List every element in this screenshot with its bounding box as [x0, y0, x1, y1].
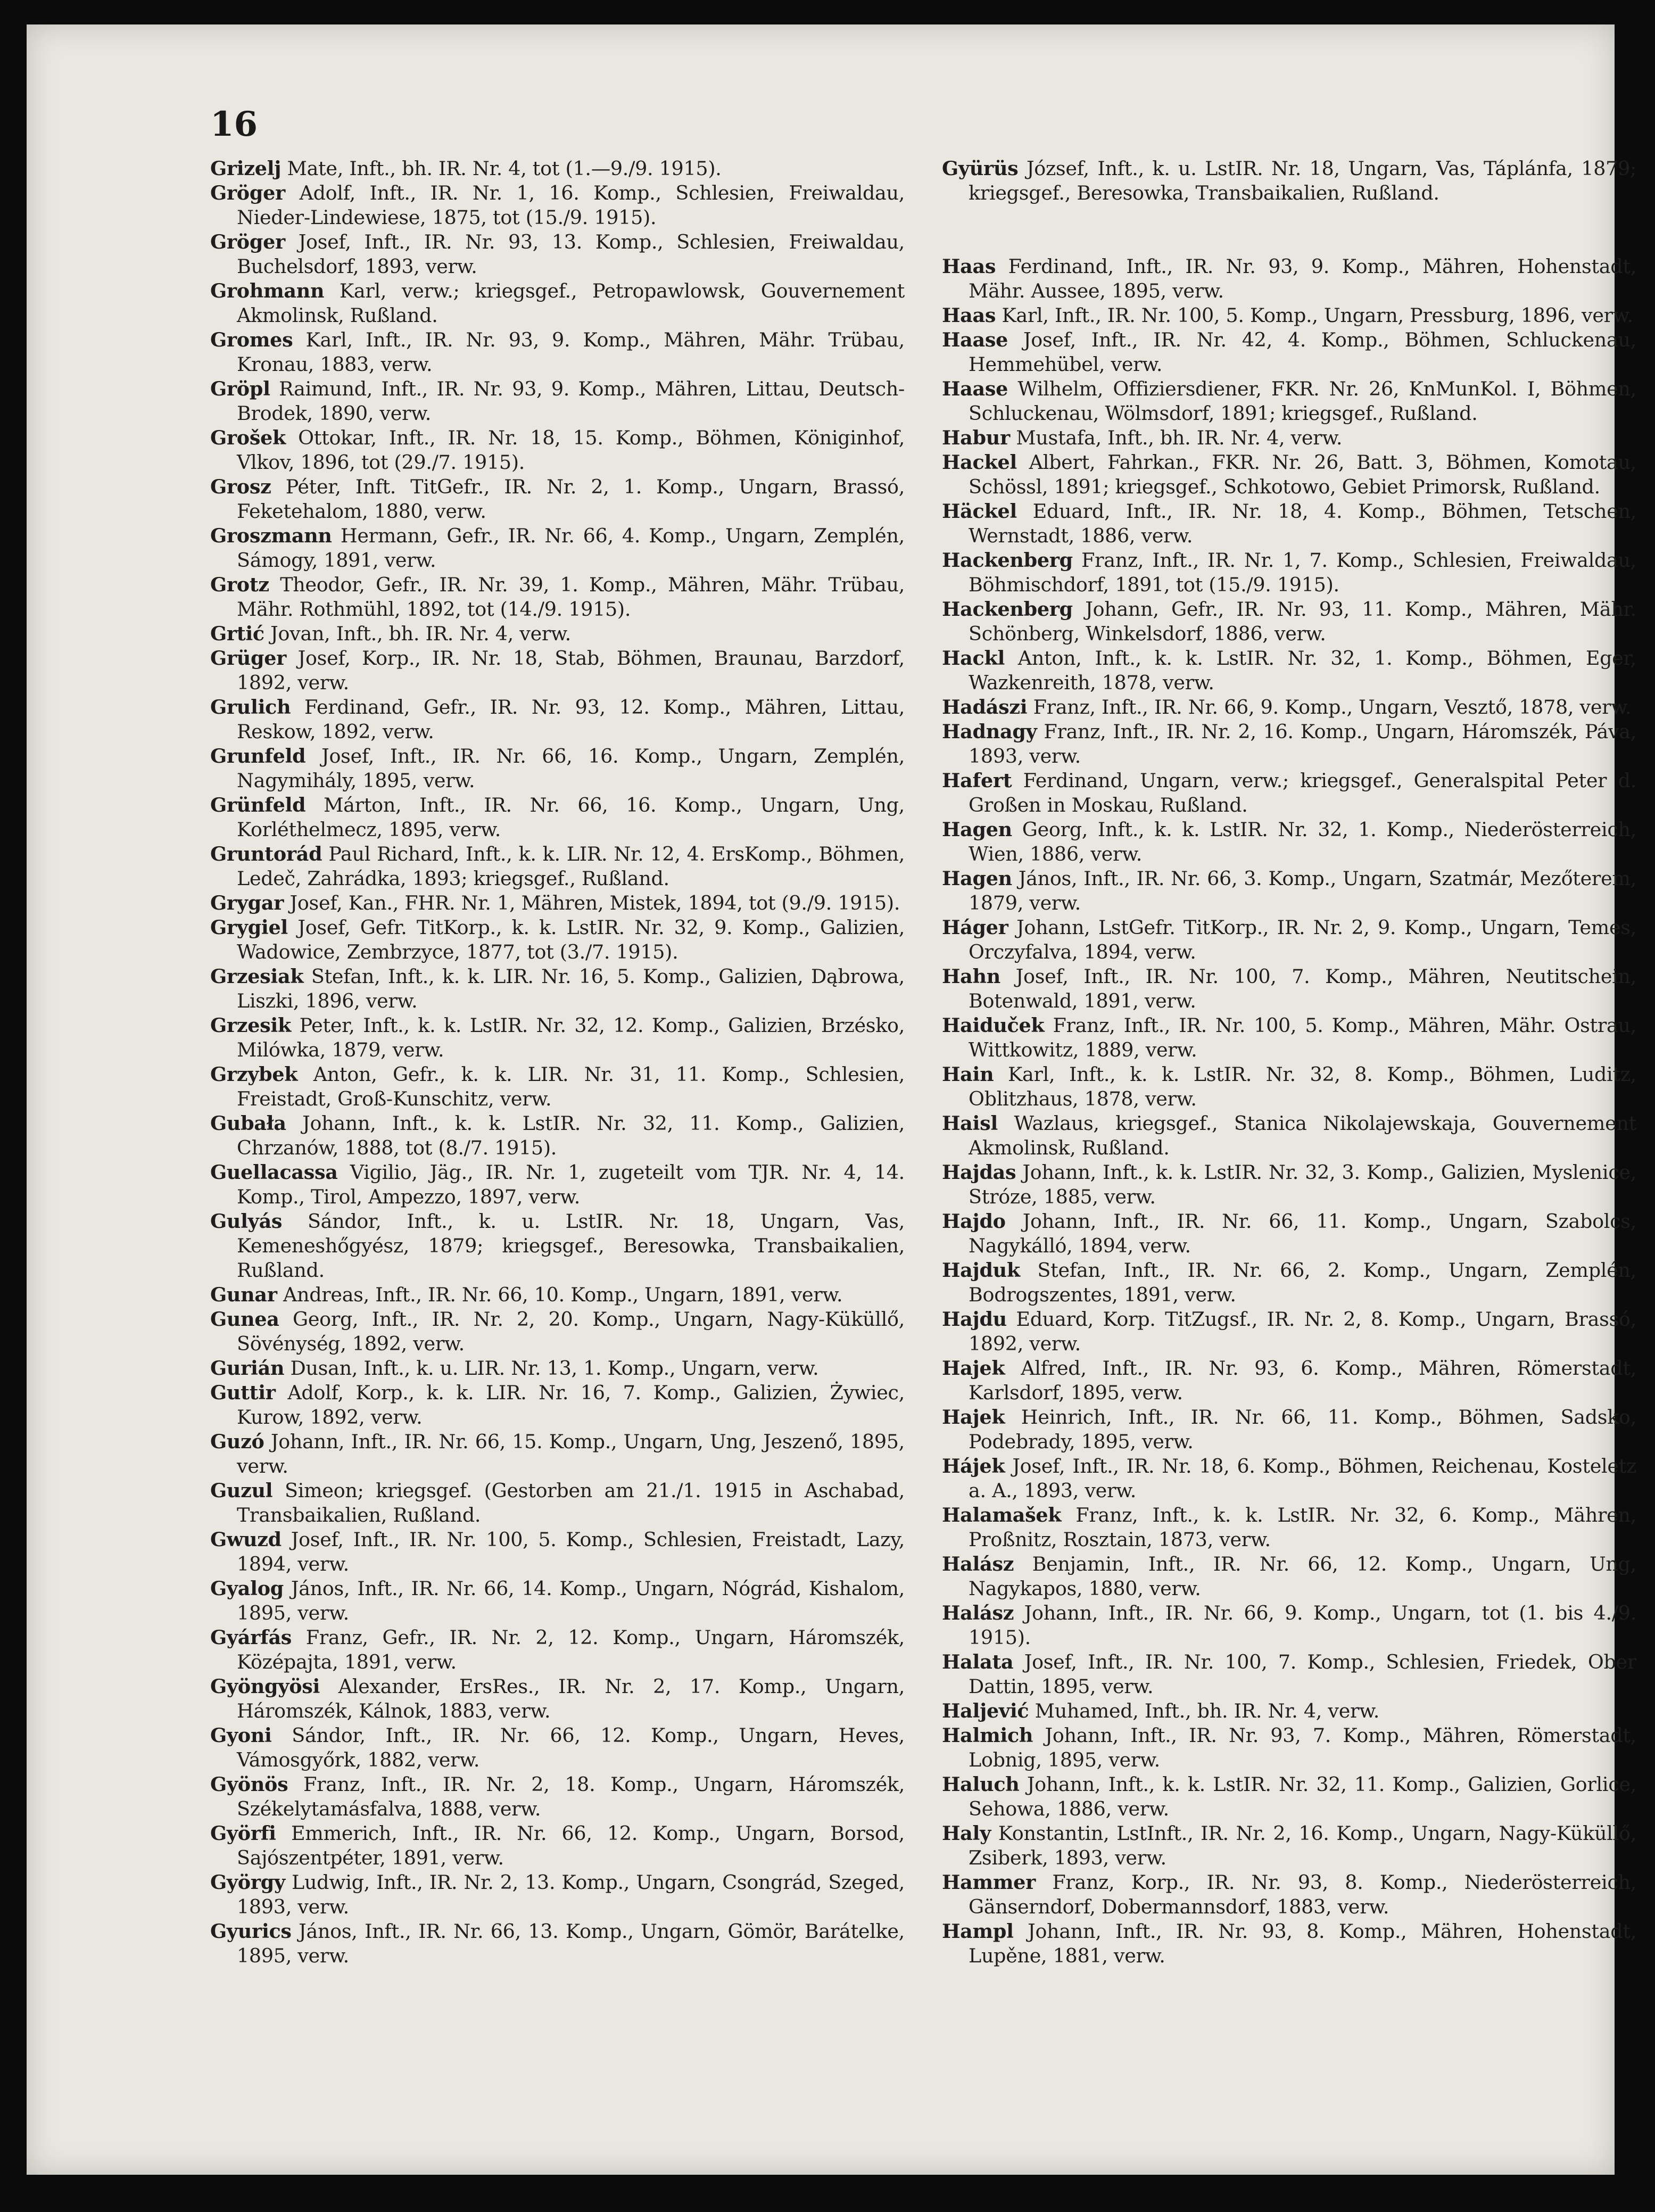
register-entry	[210, 573, 905, 622]
entry-surname: Habur	[942, 426, 1010, 449]
entry-details: Stefan, Inft., k. k. LIR. Nr. 16, 5. Komp., Galizien, Dąbrowa, Liszki, 1896, verw.	[237, 965, 905, 1012]
entry-surname: Gyönös	[210, 1773, 288, 1796]
entry-surname: Guzó	[210, 1430, 264, 1453]
entry-details: Johann, Inft., IR. Nr. 66, 15. Komp., Ungarn, Ung, Jeszenő, 1895, verw.	[237, 1430, 905, 1478]
register-entry	[210, 1283, 905, 1307]
entry-surname: Gurián	[210, 1357, 285, 1380]
register-entry	[942, 915, 1636, 964]
register-entry	[210, 1528, 905, 1577]
entry-surname: Gyürüs	[942, 157, 1019, 180]
entry-details: Adolf, Korp., k. k. LIR. Nr. 16, 7. Komp., Galizien, Żywiec, Kurow, 1892, verw.	[237, 1381, 905, 1429]
register-entry	[210, 1577, 905, 1625]
register-entry	[210, 695, 905, 744]
entry-details: Johann, Inft., IR. Nr. 93, 7. Komp., Mähren, Römerstadt, Lobnig, 1895, verw.	[969, 1724, 1636, 1771]
register-entry	[210, 1209, 905, 1283]
register-entry	[210, 1479, 905, 1528]
entry-details: Franz, Inft., IR. Nr. 2, 18. Komp., Ungarn, Háromszék, Székelytamásfalva, 1888, verw.	[237, 1773, 905, 1820]
entry-surname: Gyárfás	[210, 1626, 292, 1649]
entry-details: Alexander, ErsRes., IR. Nr. 2, 17. Komp., Ungarn, Háromszék, Kálnok, 1883, verw.	[237, 1675, 905, 1722]
entry-surname: Gröger	[210, 181, 285, 204]
entry-details: Ludwig, Inft., IR. Nr. 2, 13. Komp., Ungarn, Csongrád, Szeged, 1893, verw.	[237, 1871, 905, 1918]
entry-surname: Grotz	[210, 573, 269, 596]
entry-surname: Haas	[942, 255, 996, 278]
entry-details: Márton, Inft., IR. Nr. 66, 16. Komp., Ungarn, Ung, Korléthelmecz, 1895, verw.	[237, 794, 905, 841]
register-entry	[942, 1405, 1636, 1454]
register-entry	[942, 964, 1636, 1013]
entry-details: Raimund, Inft., IR. Nr. 93, 9. Komp., Mähren, Littau, Deutsch-Brodek, 1890, verw.	[237, 377, 905, 425]
right-column-entries	[942, 254, 1636, 1968]
entry-details: Emmerich, Inft., IR. Nr. 66, 12. Komp., Ungarn, Borsod, Sajószentpéter, 1891, verw.	[237, 1822, 905, 1869]
register-entry	[210, 279, 905, 328]
entry-details: Stefan, Inft., IR. Nr. 66, 2. Komp., Ungarn, Zemplén, Bodrogszentes, 1891, verw.	[969, 1259, 1636, 1306]
entry-surname: Grüger	[210, 647, 287, 670]
entry-details: Georg, Inft., k. k. LstIR. Nr. 32, 1. Komp., Niederösterreich, Wien, 1886, verw.	[969, 818, 1636, 865]
entry-details: Dusan, Inft., k. u. LIR. Nr. 13, 1. Komp., Ungarn, verw.	[284, 1357, 819, 1380]
entry-surname: Gruntorád	[210, 843, 322, 865]
right-column	[942, 156, 1636, 1968]
register-entry	[942, 1650, 1636, 1699]
register-entry	[210, 1307, 905, 1356]
entry-surname: Halmich	[942, 1724, 1033, 1747]
register-entry	[210, 1356, 905, 1381]
entry-surname: Grizelj	[210, 157, 282, 180]
scanned-page	[27, 24, 1636, 2175]
register-entry	[210, 1062, 905, 1111]
entry-surname: Halamašek	[942, 1504, 1062, 1526]
entry-surname: Gröger	[210, 230, 285, 253]
register-entry	[942, 769, 1636, 818]
register-entry	[942, 1723, 1636, 1772]
register-entry	[210, 891, 905, 915]
entry-details: Jovan, Inft., bh. IR. Nr. 4, verw.	[264, 622, 571, 645]
entry-surname: Grünfeld	[210, 794, 306, 816]
entry-details: János, Inft., IR. Nr. 66, 13. Komp., Ungarn, Gömör, Barátelke, 1895, verw.	[237, 1920, 905, 1967]
entry-surname: Grzesik	[210, 1014, 291, 1037]
section-gap	[942, 205, 1636, 254]
register-entry	[210, 524, 905, 573]
entry-details: Josef, Inft., IR. Nr. 100, 7. Komp., Schlesien, Friedek, Ober Dattin, 1895, verw.	[969, 1650, 1636, 1698]
register-entry	[210, 1625, 905, 1674]
entry-details: Franz, Inft., IR. Nr. 1, 7. Komp., Schlesien, Freiwaldau, Böhmischdorf, 1891, tot (15./9. 1915).	[969, 549, 1636, 596]
register-entry	[210, 915, 905, 964]
entry-details: Paul Richard, Inft., k. k. LIR. Nr. 12, 4. ErsKomp., Böhmen, Ledeč, Zahrádka, 1893; kriegsgef., Rußland.	[237, 843, 905, 890]
register-entry	[942, 1919, 1636, 1968]
register-entry	[210, 842, 905, 891]
entry-details: Josef, Inft., IR. Nr. 66, 16. Komp., Ungarn, Zemplén, Nagymihály, 1895, verw.	[237, 745, 905, 792]
register-entry	[210, 1160, 905, 1209]
entry-details: Sándor, Inft., k. u. LstIR. Nr. 18, Ungarn, Vas, Kemeneshőgyész, 1879; kriegsgef., Beresowka, Transbaikalien, Rußland.	[237, 1210, 905, 1282]
entry-details: Johann, Inft., IR. Nr. 93, 8. Komp., Mähren, Hohenstadt, Lupěne, 1881, verw.	[969, 1920, 1636, 1967]
entry-surname: Grygiel	[210, 916, 288, 939]
register-entry	[942, 303, 1636, 328]
entry-details: Sándor, Inft., IR. Nr. 66, 12. Komp., Ungarn, Heves, Vámosgyőrk, 1882, verw.	[237, 1724, 905, 1771]
entry-surname: Halász	[942, 1602, 1014, 1624]
register-entry	[210, 744, 905, 793]
register-entry	[942, 597, 1636, 646]
entry-details: Johann, Inft., k. k. LstIR. Nr. 32, 11. Komp., Galizien, Chrzanów, 1888, tot (8./7. 1915).	[237, 1112, 905, 1159]
register-entry	[210, 328, 905, 377]
entry-details: Albert, Fahrkan., FKR. Nr. 26, Batt. 3, Böhmen, Komotau, Schössl, 1891; kriegsgef., Schkotowo, Gebiet Primorsk, Rußland.	[969, 451, 1636, 498]
entry-details: Hermann, Gefr., IR. Nr. 66, 4. Komp., Ungarn, Zemplén, Sámogy, 1891, verw.	[237, 524, 905, 572]
register-entry	[210, 1674, 905, 1723]
entry-surname: Haiduček	[942, 1014, 1045, 1037]
register-entry	[942, 1821, 1636, 1870]
register-entry	[210, 181, 905, 230]
entry-details: Johann, Inft., IR. Nr. 66, 11. Komp., Ungarn, Szabolcs, Nagykálló, 1894, verw.	[969, 1210, 1636, 1257]
entry-details: Josef, Inft., IR. Nr. 93, 13. Komp., Schlesien, Freiwaldau, Buchelsdorf, 1893, verw.	[237, 230, 905, 278]
entry-surname: Haase	[942, 377, 1008, 400]
entry-details: Ferdinand, Gefr., IR. Nr. 93, 12. Komp., Mähren, Littau, Reskow, 1892, verw.	[237, 696, 905, 743]
entry-details: Johann, Inft., k. k. LstIR. Nr. 32, 3. Komp., Galizien, Myslenice, Stróze, 1885, verw.	[969, 1161, 1636, 1208]
entry-surname: Grygar	[210, 892, 284, 914]
entry-surname: Haly	[942, 1822, 991, 1845]
entry-details: Mate, Inft., bh. IR. Nr. 4, tot (1.—9./9. 1915).	[281, 157, 722, 180]
entry-details: János, Inft., IR. Nr. 66, 3. Komp., Ungarn, Szatmár, Mezőterem, 1879, verw.	[969, 867, 1636, 914]
entry-details: Vigilio, Jäg., IR. Nr. 1, zugeteilt vom TJR. Nr. 4, 14. Komp., Tirol, Ampezzo, 1897, verw.	[237, 1161, 905, 1208]
entry-details: János, Inft., IR. Nr. 66, 14. Komp., Ungarn, Nógrád, Kishalom, 1895, verw.	[237, 1577, 905, 1624]
register-entry	[210, 1723, 905, 1772]
entry-surname: Hajdas	[942, 1161, 1016, 1184]
register-entry	[210, 475, 905, 524]
entry-details: Franz, Inft., IR. Nr. 100, 5. Komp., Mähren, Mähr. Ostrau, Wittkowitz, 1889, verw.	[969, 1014, 1636, 1061]
entry-surname: Gunar	[210, 1283, 277, 1306]
register-entry	[942, 548, 1636, 597]
register-entry	[942, 1258, 1636, 1307]
entry-details: Eduard, Inft., IR. Nr. 18, 4. Komp., Böhmen, Tetschen, Wernstadt, 1886, verw.	[969, 500, 1636, 547]
entry-surname: Hackenberg	[942, 598, 1073, 621]
entry-details: Johann, Inft., k. k. LstIR. Nr. 32, 11. Komp., Galizien, Gorlice, Sehowa, 1886, verw.	[969, 1773, 1636, 1820]
entry-surname: Gyalog	[210, 1577, 284, 1600]
entry-surname: Gromes	[210, 328, 293, 351]
entry-surname: György	[210, 1871, 285, 1894]
entry-details: Franz, Inft., IR. Nr. 66, 9. Komp., Ungarn, Vesztő, 1878, verw.	[1027, 696, 1632, 719]
entry-surname: Hackenberg	[942, 549, 1073, 572]
entry-surname: Gwuzd	[210, 1528, 282, 1551]
entry-details: Josef, Korp., IR. Nr. 18, Stab, Böhmen, Braunau, Barzdorf, 1892, verw.	[237, 647, 905, 694]
register-entry	[942, 1209, 1636, 1258]
entry-details: Franz, Gefr., IR. Nr. 2, 12. Komp., Ungarn, Háromszék, Középajta, 1891, verw.	[237, 1626, 905, 1673]
register-entry	[210, 622, 905, 646]
entry-surname: Gyurics	[210, 1920, 292, 1943]
entry-details: Konstantin, LstInft., IR. Nr. 2, 16. Komp., Ungarn, Nagy-Küküllő, Zsiberk, 1893, verw.	[969, 1822, 1636, 1869]
register-entry	[942, 499, 1636, 548]
register-entry	[942, 1013, 1636, 1062]
entry-surname: Hajdo	[942, 1210, 1006, 1233]
entry-details: Josef, Gefr. TitKorp., k. k. LstIR. Nr. 32, 9. Komp., Galizien, Wadowice, Zembrzyce, 1877, tot (3./7. 1915).	[237, 916, 905, 963]
entry-surname: Hampl	[942, 1920, 1014, 1943]
register-entry	[210, 646, 905, 695]
register-entry	[942, 1503, 1636, 1552]
register-entry	[942, 1772, 1636, 1821]
register-entry	[942, 1601, 1636, 1650]
register-entry	[942, 1160, 1636, 1209]
register-entry	[210, 1870, 905, 1919]
entry-details: Simeon; kriegsgef. (Gestorben am 21./1. 1915 in Aschabad, Transbaikalien, Rußland.	[237, 1479, 905, 1526]
register-entry	[210, 156, 905, 181]
register-entry	[942, 866, 1636, 915]
entry-surname: Hajek	[942, 1406, 1005, 1429]
entry-surname: Háger	[942, 916, 1008, 939]
entry-details: Josef, Inft., IR. Nr. 42, 4. Komp., Böhmen, Schluckenau, Hemmehübel, verw.	[969, 328, 1636, 376]
register-entry	[210, 377, 905, 426]
register-entry	[942, 695, 1636, 720]
register-entry	[942, 646, 1636, 695]
register-entry	[942, 1356, 1636, 1405]
entry-details: Josef, Kan., FHR. Nr. 1, Mähren, Mistek, 1894, tot (9./9. 1915).	[284, 892, 900, 914]
left-column	[210, 156, 905, 1968]
entry-surname: Haas	[942, 304, 996, 327]
entry-surname: Hammer	[942, 1871, 1036, 1894]
entry-surname: Grohmann	[210, 279, 325, 302]
entry-details: Heinrich, Inft., IR. Nr. 66, 11. Komp., Böhmen, Sadsko, Podebrady, 1895, verw.	[969, 1406, 1636, 1453]
register-entry	[210, 426, 905, 475]
entry-details: Muhamed, Inft., bh. IR. Nr. 4, verw.	[1029, 1699, 1380, 1722]
entry-surname: Haljević	[942, 1699, 1029, 1722]
entry-details: Ferdinand, Inft., IR. Nr. 93, 9. Komp., Mähren, Hohenstadt, Mähr. Aussee, 1895, verw.	[969, 255, 1636, 302]
entry-surname: Gunea	[210, 1308, 279, 1331]
entry-details: Karl, verw.; kriegsgef., Petropawlowsk, Gouvernement Akmolinsk, Rußland.	[237, 279, 905, 327]
register-entry	[210, 1919, 905, 1968]
entry-surname: Hadászi	[942, 696, 1028, 719]
register-entry	[942, 156, 1636, 205]
entry-surname: Haase	[942, 328, 1008, 351]
entry-details: Ferdinand, Ungarn, verw.; kriegsgef., Generalspital Peter d. Großen in Moskau, Rußland.	[969, 769, 1636, 816]
register-entry	[942, 1111, 1636, 1160]
entry-surname: Hackl	[942, 647, 1005, 670]
entry-details: Mustafa, Inft., bh. IR. Nr. 4, verw.	[1009, 426, 1343, 449]
register-entry	[942, 426, 1636, 450]
register-entry	[942, 254, 1636, 303]
entry-surname: Hafert	[942, 769, 1012, 792]
register-entry	[942, 818, 1636, 866]
entry-details: Adolf, Inft., IR. Nr. 1, 16. Komp., Schlesien, Freiwaldau, Nieder-Lindewiese, 1875, tot (15./9. 1915).	[237, 181, 905, 229]
entry-details: Andreas, Inft., IR. Nr. 66, 10. Komp., Ungarn, 1891, verw.	[277, 1283, 843, 1306]
register-entry	[210, 1381, 905, 1430]
right-column-top-entries	[942, 156, 1636, 205]
register-entry	[942, 1454, 1636, 1503]
entry-details: Josef, Inft., IR. Nr. 100, 5. Komp., Schlesien, Freistadt, Lazy, 1894, verw.	[237, 1528, 905, 1575]
entry-surname: Hadnagy	[942, 720, 1037, 743]
entry-surname: Hagen	[942, 867, 1012, 890]
entry-details: Péter, Inft. TitGefr., IR. Nr. 2, 1. Komp., Ungarn, Brassó, Feketehalom, 1880, verw.	[237, 475, 905, 523]
register-entry	[942, 1552, 1636, 1601]
entry-details: Josef, Inft., IR. Nr. 100, 7. Komp., Mähren, Neutitschein, Botenwald, 1891, verw.	[969, 965, 1636, 1012]
entry-surname: Haluch	[942, 1773, 1020, 1796]
entry-surname: Grunfeld	[210, 745, 306, 767]
entry-surname: Hajdu	[942, 1308, 1007, 1331]
register-entry	[942, 1870, 1636, 1919]
entry-surname: Györfi	[210, 1822, 276, 1845]
entry-surname: Hahn	[942, 965, 1001, 988]
entry-surname: Hajduk	[942, 1259, 1020, 1282]
entry-details: Karl, Inft., k. k. LstIR. Nr. 32, 8. Komp., Böhmen, Luditz, Oblitzhaus, 1878, verw.	[969, 1063, 1636, 1110]
entry-details: Karl, Inft., IR. Nr. 93, 9. Komp., Mähren, Mähr. Trübau, Kronau, 1883, verw.	[237, 328, 905, 376]
entry-details: Karl, Inft., IR. Nr. 100, 5. Komp., Ungarn, Pressburg, 1896, verw.	[996, 304, 1633, 327]
entry-surname: Grzesiak	[210, 965, 304, 988]
entry-surname: Haisl	[942, 1112, 998, 1135]
entry-surname: Guzul	[210, 1479, 273, 1502]
entry-surname: Guellacassa	[210, 1161, 338, 1184]
register-entry	[942, 1062, 1636, 1111]
register-entry	[210, 964, 905, 1013]
register-entry	[210, 1772, 905, 1821]
entry-surname: Gubała	[210, 1112, 286, 1135]
entry-surname: Groszmann	[210, 524, 332, 547]
entry-details: Peter, Inft., k. k. LstIR. Nr. 32, 12. Komp., Galizien, Brzésko, Milówka, 1879, verw.	[237, 1014, 905, 1061]
entry-details: Anton, Gefr., k. k. LIR. Nr. 31, 11. Komp., Schlesien, Freistadt, Groß-Kunschitz, verw.	[237, 1063, 905, 1110]
register-entry	[210, 1430, 905, 1479]
entry-surname: Grošek	[210, 426, 286, 449]
entry-surname: Guttir	[210, 1381, 276, 1404]
register-entry	[210, 1013, 905, 1062]
entry-details: Franz, Inft., IR. Nr. 2, 16. Komp., Ungarn, Háromszék, Páva, 1893, verw.	[969, 720, 1636, 767]
entry-surname: Grtić	[210, 622, 264, 645]
entry-details: Benjamin, Inft., IR. Nr. 66, 12. Komp., Ungarn, Ung, Nagykapos, 1880, verw.	[969, 1553, 1636, 1600]
register-entry	[942, 1699, 1636, 1723]
entry-details: Theodor, Gefr., IR. Nr. 39, 1. Komp., Mähren, Mähr. Trübau, Mähr. Rothmühl, 1892, tot (14./9. 1915).	[237, 573, 905, 621]
entry-details: Johann, Gefr., IR. Nr. 93, 11. Komp., Mähren, Mähr. Schönberg, Winkelsdorf, 1886, verw.	[969, 598, 1636, 645]
entry-details: Wazlaus, kriegsgef., Stanica Nikolajewskaja, Gouvernement Akmolinsk, Rußland.	[969, 1112, 1636, 1159]
entry-details: Georg, Inft., IR. Nr. 2, 20. Komp., Ungarn, Nagy-Küküllő, Sövénység, 1892, verw.	[237, 1308, 905, 1355]
page-number: 16	[210, 104, 258, 144]
register-entry	[942, 720, 1636, 769]
entry-details: Anton, Inft., k. k. LstIR. Nr. 32, 1. Komp., Böhmen, Eger, Wazkenreith, 1878, verw.	[969, 647, 1636, 694]
entry-details: Josef, Inft., IR. Nr. 18, 6. Komp., Böhmen, Reichenau, Kosteletz a. A., 1893, verw.	[969, 1455, 1636, 1502]
register-entry	[942, 1307, 1636, 1356]
entry-details: Alfred, Inft., IR. Nr. 93, 6. Komp., Mähren, Römerstadt, Karlsdorf, 1895, verw.	[969, 1357, 1636, 1404]
entry-surname: Häckel	[942, 500, 1017, 523]
entry-details: Eduard, Korp. TitZugsf., IR. Nr. 2, 8. Komp., Ungarn, Brassó, 1892, verw.	[969, 1308, 1636, 1355]
entry-details: Ottokar, Inft., IR. Nr. 18, 15. Komp., Böhmen, Königinhof, Vlkov, 1896, tot (29./7. 1915).	[237, 426, 905, 474]
entry-surname: Hagen	[942, 818, 1012, 841]
entry-surname: Hájek	[942, 1455, 1005, 1478]
register-entry	[210, 1821, 905, 1870]
entry-details: József, Inft., k. u. LstIR. Nr. 18, Ungarn, Vas, Táplánfa, 1879; kriegsgef., Beresowka, Transbaikalien, Rußland.	[969, 157, 1636, 204]
entry-surname: Grulich	[210, 696, 291, 719]
entry-surname: Hain	[942, 1063, 994, 1086]
entry-details: Wilhelm, Offiziersdiener, FKR. Nr. 26, KnMunKol. I, Böhmen, Schluckenau, Wölmsdorf, 1891; kriegsgef., Rußland.	[969, 377, 1636, 425]
entry-surname: Halász	[942, 1553, 1014, 1575]
register-entry	[942, 377, 1636, 426]
entry-surname: Gulyás	[210, 1210, 283, 1233]
register-entry	[942, 450, 1636, 499]
entry-surname: Hajek	[942, 1357, 1005, 1380]
entry-details: Johann, LstGefr. TitKorp., IR. Nr. 2, 9. Komp., Ungarn, Temes, Orczyfalva, 1894, verw.	[969, 916, 1636, 963]
entry-surname: Halata	[942, 1650, 1014, 1673]
entry-surname: Grzybek	[210, 1063, 298, 1086]
register-entry	[210, 1111, 905, 1160]
entry-details: Johann, Inft., IR. Nr. 66, 9. Komp., Ungarn, tot (1. bis 4./9. 1915).	[969, 1602, 1636, 1649]
entry-surname: Gyöngyösi	[210, 1675, 320, 1698]
entry-details: Franz, Korp., IR. Nr. 93, 8. Komp., Niederösterreich, Gänserndorf, Dobermannsdorf, 1883, verw.	[969, 1871, 1636, 1918]
entry-surname: Hackel	[942, 451, 1017, 474]
register-entry	[210, 230, 905, 279]
register-entry	[210, 793, 905, 842]
entry-surname: Grosz	[210, 475, 271, 498]
entry-surname: Gyoni	[210, 1724, 272, 1747]
register-entry	[942, 328, 1636, 377]
entry-details: Franz, Inft., k. k. LstIR. Nr. 32, 6. Komp., Mähren, Proßnitz, Rosztain, 1873, verw.	[969, 1504, 1636, 1551]
entry-surname: Gröpl	[210, 377, 270, 400]
